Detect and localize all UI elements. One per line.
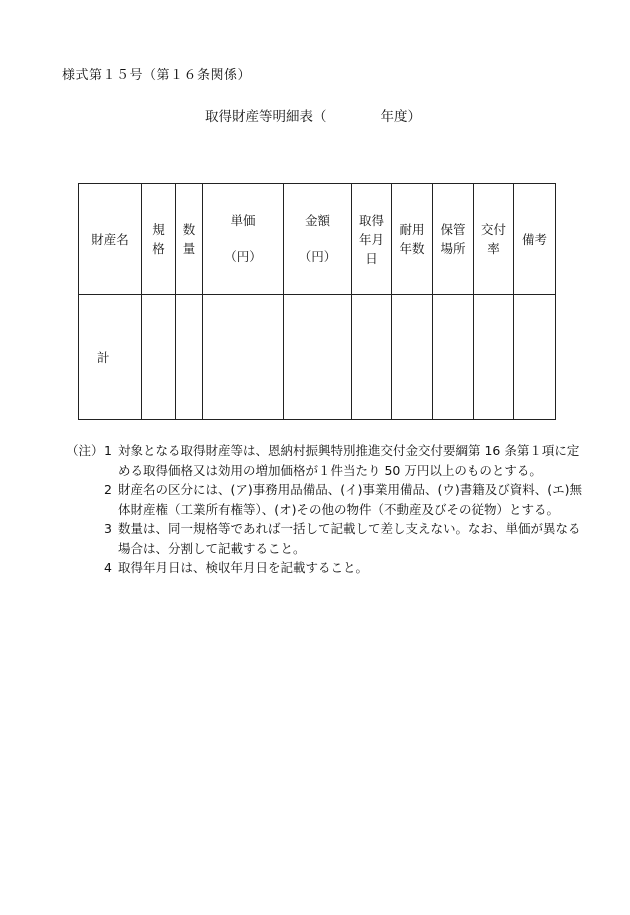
header-remarks: 備考: [514, 184, 556, 295]
note-text: 対象となる取得財産等は、恩納村振興特別推進交付金交付要綱第 16 条第１項に定める取得価格又は効用の増加価格が１件当たり 50 万円以上のものとする。: [118, 443, 580, 478]
header-acquisition-date: 取得 年月 日: [352, 184, 392, 295]
cell-quantity[interactable]: [176, 295, 203, 420]
cell-remarks[interactable]: [514, 295, 556, 420]
asset-detail-table: [78, 183, 556, 420]
header-useful-life: 耐用 年数: [392, 184, 433, 295]
cell-useful-life[interactable]: [392, 295, 433, 420]
total-row: [79, 295, 556, 420]
header-quantity: 数 量: [176, 184, 203, 295]
cell-storage-location[interactable]: [433, 295, 474, 420]
note-number: 2: [104, 482, 112, 497]
note-text: 財産名の区分には、(ア)事務用品備品、(イ)事業用備品、(ウ)書籍及び資料、(エ)無体財産権（工業所有権等）、(オ)その他の物件（不動産及びその従物）とする。: [118, 482, 583, 517]
note-text: 取得年月日は、検収年月日を記載すること。: [118, 560, 369, 575]
cell-amount[interactable]: [284, 295, 352, 420]
form-number: 様式第１５号（第１６条関係）: [62, 68, 252, 83]
header-storage-location: 保管 場所: [433, 184, 474, 295]
notes-section: [66, 441, 586, 578]
note-item: [66, 558, 586, 578]
table-header-row: [79, 184, 556, 295]
header-grant-rate: 交付 率: [474, 184, 514, 295]
header-asset-name: 財産名: [79, 184, 142, 295]
cell-specification[interactable]: [142, 295, 176, 420]
cell-grant-rate[interactable]: [474, 295, 514, 420]
note-number: 4: [104, 560, 112, 575]
header-specification: 規 格: [142, 184, 176, 295]
cell-unit-price[interactable]: [203, 295, 284, 420]
note-item: [66, 441, 586, 480]
notes-prefix: （注）: [66, 443, 104, 458]
note-item: [66, 519, 586, 558]
header-unit-price: 単価 （円）: [203, 184, 284, 295]
document-title: 取得財産等明細表（ 年度）: [205, 109, 421, 125]
header-amount: 金額 （円）: [284, 184, 352, 295]
note-number: 3: [104, 521, 112, 536]
total-label: 計: [79, 295, 142, 420]
cell-acquisition-date[interactable]: [352, 295, 392, 420]
note-item: [66, 480, 586, 519]
note-number: 1: [104, 443, 112, 458]
note-text: 数量は、同一規格等であれば一括して記載して差し支えない。なお、単価が異なる場合は、分割して記載すること。: [118, 521, 581, 556]
